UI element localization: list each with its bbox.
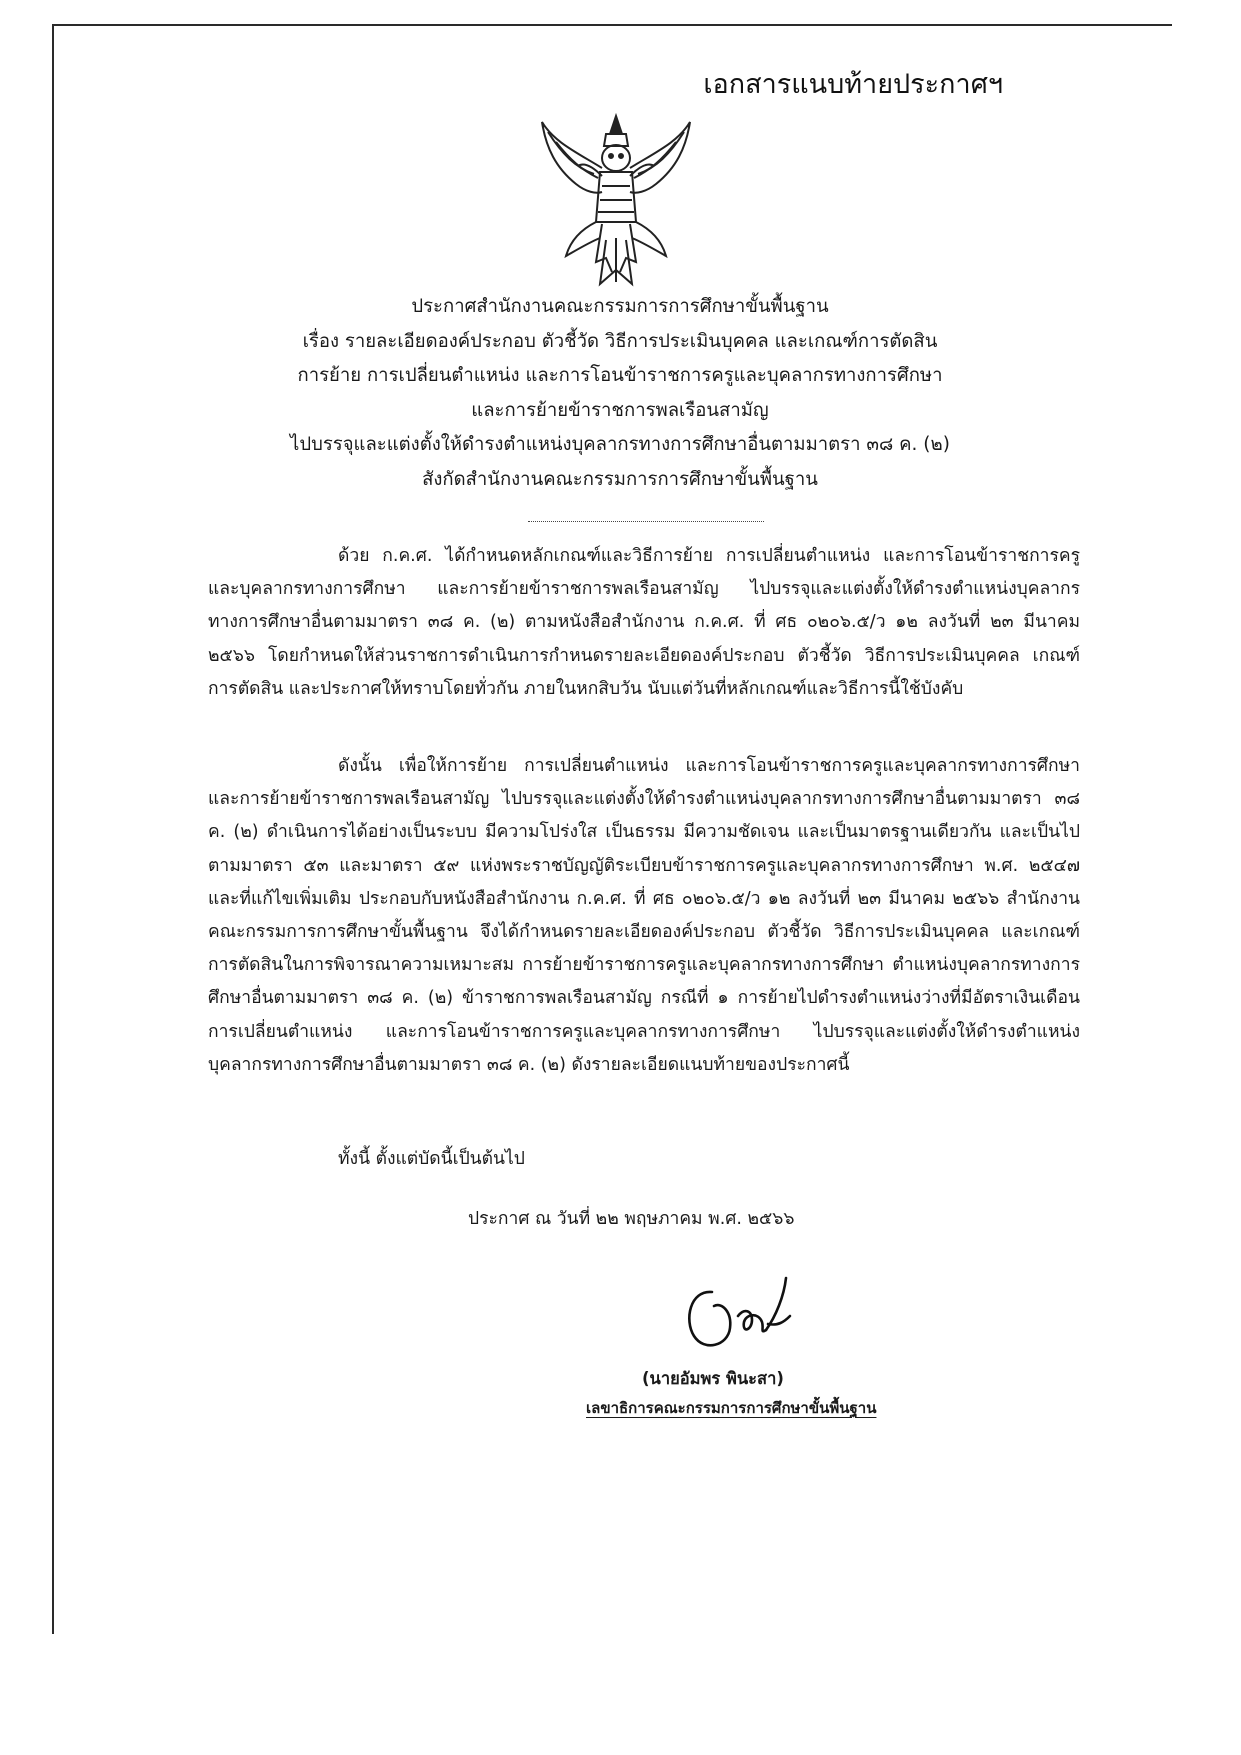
body-paragraph [208,540,1080,706]
heading-line: ประกาศสำนักงานคณะกรรมการการศึกษาขั้นพื้นฐาน [411,296,829,317]
body-paragraph [208,750,1080,1082]
heading-line: ไปบรรจุและแต่งตั้งให้ดำรงตำแหน่งบุคลากรทางการศึกษาอื่นตามมาตรา ๓๘ ค. (๒) [290,434,950,455]
document-heading [150,290,1090,497]
heading-line: เรื่อง รายละเอียดองค์ประกอบ ตัวชี้วัด วิธีการประเมินบุคคล และเกณฑ์การตัดสิน [302,330,938,352]
dotted-divider [528,521,764,522]
signer-title: เลขาธิการคณะกรรมการการศึกษาขั้นพื้นฐาน [586,1399,877,1417]
paragraph-text: ด้วย ก.ค.ศ. ได้กำหนดหลักเกณฑ์และวิธีการย้าย การเปลี่ยนตำแหน่ง และการโอนข้าราชการครูและบุคลากรทางการศึกษา และการย้ายข้าราชการพลเรือนสามัญ ไปบรรจุและแต่งตั้งให้ดำรงตำแหน่งบุคลากรทางการศึกษาอื่นตามมาตรา ๓๘ ค. (๒) ตามหนังสือสำนักงาน ก.ค.ศ. ที่ ศธ ๐๒๐๖.๕/ว ๑๒ ลงวันที่ ๒๓ มีนาคม ๒๕๖๖ โดยกำหนดให้ส่วนราชการดำเนินการกำหนดรายละเอียดองค์ประกอบ ตัวชี้วัด วิธีการประเมินบุคคล เกณฑ์การตัดสิน และประกาศให้ทราบโดยทั่วกัน ภายในหกสิบวัน นับแต่วันที่หลักเกณฑ์และวิธีการนี้ใช้บังคับ [208,546,1080,699]
heading-line: สังกัดสำนักงานคณะกรรมการการศึกษาขั้นพื้นฐาน [422,468,818,490]
announcement-date: ประกาศ ณ วันที่ ๒๒ พฤษภาคม พ.ศ. ๒๕๖๖ [468,1209,795,1229]
paragraph-text: ทั้งนี้ ตั้งแต่บัดนี้เป็นต้นไป [338,1149,525,1169]
annex-label: เอกสารแนบท้ายประกาศฯ [703,69,1003,100]
heading-line: การย้าย การเปลี่ยนตำแหน่ง และการโอนข้าราชการครูและบุคลากรทางการศึกษา [297,365,943,386]
body-paragraph [208,1143,1080,1176]
heading-line: และการย้ายข้าราชการพลเรือนสามัญ [471,399,769,421]
paragraph-text: ดังนั้น เพื่อให้การย้าย การเปลี่ยนตำแหน่ง และการโอนข้าราชการครูและบุคลากรทางการศึกษา และการย้ายข้าราชการพลเรือนสามัญ ไปบรรจุและแต่งตั้งให้ดำรงตำแหน่งบุคลากรทางการศึกษาอื่นตามมาตรา ๓๘ ค. (๒) ดำเนินการได้อย่างเป็นระบบ มีความโปร่งใส เป็นธรรม มีความชัดเจน และเป็นมาตรฐานเดียวกัน และเป็นไปตามมาตรา ๕๓ และมาตรา ๕๙ แห่งพระราชบัญญัติระเบียบข้าราชการครูและบุคลากรทางการศึกษา พ.ศ. ๒๕๔๗ และที่แก้ไขเพิ่มเติม ประกอบกับหนังสือสำนักงาน ก.ค.ศ. ที่ ศธ ๐๒๐๖.๕/ว ๑๒ ลงวันที่ ๒๓ มีนาคม ๒๕๖๖ สำนักงานคณะกรรมการการศึกษาขั้นพื้นฐาน จึงได้กำหนดรายละเอียดองค์ประกอบ ตัวชี้วัด วิธีการประเมินบุคคล และเกณฑ์การตัดสินในการพิจารณาความเหมาะสม การย้ายข้าราชการครูและบุคลากรทางการศึกษา ตำแหน่งบุคลากรทางการศึกษาอื่นตามมาตรา ๓๘ ค. (๒) ข้าราชการพลเรือนสามัญ กรณีที่ ๑ การย้ายไปดำรงตำแหน่งว่างที่มีอัตราเงินเดือน การเปลี่ยนตำแหน่ง และการโอนข้าราชการครูและบุคลากรทางการศึกษา ไปบรรจุและแต่งตั้งให้ดำรงตำแหน่งบุคลากรทางการศึกษาอื่นตามมาตรา ๓๘ ค. (๒) ดังรายละเอียดแนบท้ายของประกาศนี้ [208,756,1080,1075]
garuda-emblem-icon [536,112,696,290]
handwritten-signature [672,1272,822,1358]
signer-name: (นายอัมพร พินะสา) [642,1369,784,1388]
